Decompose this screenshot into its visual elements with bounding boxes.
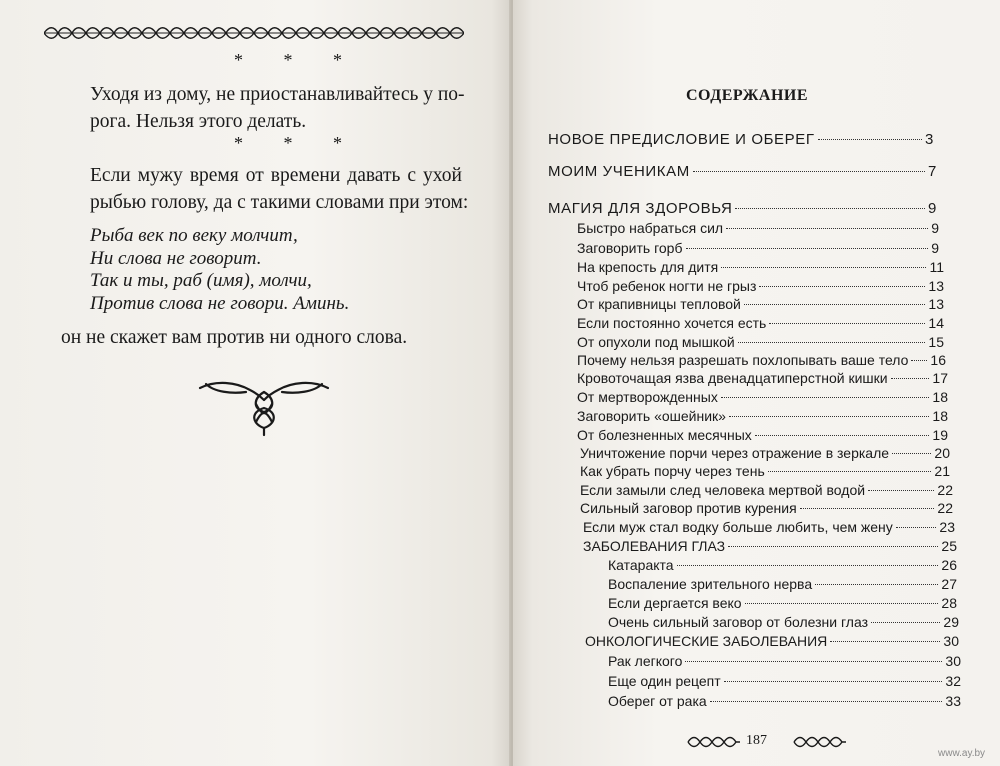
toc-entry — [608, 693, 961, 709]
toc-entry — [580, 445, 950, 461]
toc-entry-page: 21 — [934, 463, 950, 479]
toc-leader-dots — [726, 228, 928, 229]
toc-entry — [577, 259, 944, 275]
section-stars: * * * — [234, 133, 360, 153]
toc-entry — [548, 163, 937, 180]
toc-entry-page: 18 — [932, 408, 948, 424]
toc-entry-title: ОНКОЛОГИЧЕСКИЕ ЗАБОЛЕВАНИЯ — [585, 633, 828, 649]
toc-leader-dots — [759, 286, 925, 287]
toc-entry-title: Уничтожение порчи через отражение в зеркале — [580, 445, 890, 461]
toc-entry — [577, 296, 944, 312]
toc-entry-title: Еще один рецепт — [608, 673, 721, 689]
toc-entry-page: 9 — [931, 240, 939, 256]
toc-entry-page: 32 — [945, 673, 961, 689]
text-line: Уходя из дому, не приостанавливайтесь у по- — [90, 84, 465, 105]
footer-braid-left-ornament — [686, 736, 741, 748]
toc-entry-title: ЗАБОЛЕВАНИЯ ГЛАЗ — [583, 538, 726, 554]
toc-entry — [548, 131, 934, 148]
toc-entry-title: Сильный заговор против курения — [580, 500, 797, 516]
toc-leader-dots — [721, 397, 930, 398]
toc-entry — [580, 482, 953, 498]
toc-title: СОДЕРЖАНИЕ — [686, 87, 809, 104]
toc-entry-title: МОИМ УЧЕНИКАМ — [548, 163, 690, 180]
toc-entry — [580, 500, 953, 516]
toc-leader-dots — [738, 342, 926, 343]
toc-entry — [577, 408, 948, 424]
toc-entry-title: Оберег от рака — [608, 693, 707, 709]
toc-entry-page: 22 — [937, 482, 953, 498]
toc-entry — [577, 427, 948, 443]
toc-entry — [608, 653, 961, 669]
toc-leader-dots — [685, 661, 942, 662]
toc-entry-title: Рак легкого — [608, 653, 683, 669]
toc-entry-page: 28 — [941, 595, 957, 611]
toc-entry — [580, 463, 950, 479]
text-line: рога. Нельзя этого делать. — [90, 111, 307, 132]
toc-entry-title: Катаракта — [608, 557, 674, 573]
knot-ornament — [196, 378, 332, 438]
toc-entry-title: Кровоточащая язва двенадцатиперстной кишки — [577, 370, 888, 386]
toc-leader-dots — [800, 508, 935, 509]
toc-entry-title: МАГИЯ ДЛЯ ЗДОРОВЬЯ — [548, 200, 733, 217]
toc-entry — [608, 557, 957, 573]
toc-leader-dots — [729, 416, 929, 417]
footer-braid-right-ornament — [792, 736, 847, 748]
toc-entry-title: От крапивницы тепловой — [577, 296, 741, 312]
toc-entry-page: 14 — [928, 315, 944, 331]
toc-entry-page: 13 — [928, 278, 944, 294]
toc-entry — [577, 370, 948, 386]
toc-entry — [577, 240, 939, 256]
toc-entry-title: От опухоли под мышкой — [577, 334, 735, 350]
toc-leader-dots — [721, 267, 926, 268]
toc-leader-dots — [868, 490, 934, 491]
toc-entry-page: 29 — [943, 614, 959, 630]
toc-entry — [577, 352, 946, 368]
toc-leader-dots — [871, 622, 940, 623]
paragraph-outcome — [61, 324, 407, 351]
toc-leader-dots — [724, 681, 943, 682]
toc-leader-dots — [769, 323, 925, 324]
toc-entry-title: Как убрать порчу через тень — [580, 463, 765, 479]
toc-entry-title: На крепость для дитя — [577, 259, 719, 275]
toc-entry-title: Чтоб ребенок ногти не грыз — [577, 278, 757, 294]
toc-leader-dots — [818, 139, 922, 140]
toc-entry-page: 22 — [937, 500, 953, 516]
toc-entry — [585, 633, 959, 649]
toc-leader-dots — [755, 435, 930, 436]
toc-entry — [608, 576, 957, 592]
toc-leader-dots — [686, 248, 929, 249]
toc-entry — [577, 220, 939, 236]
toc-entry-page: 30 — [945, 653, 961, 669]
toc-entry-page: 20 — [934, 445, 950, 461]
toc-entry-page: 11 — [929, 259, 944, 275]
toc-entry-title: Воспаление зрительного нерва — [608, 576, 813, 592]
toc-entry — [577, 334, 944, 350]
toc-entry-title: Если замыли след человека мертвой водой — [580, 482, 866, 498]
toc-entry — [583, 538, 957, 554]
toc-leader-dots — [892, 453, 931, 454]
toc-entry-title: НОВОЕ ПРЕДИСЛОВИЕ И ОБЕРЕГ — [548, 131, 815, 148]
toc-entry-page: 33 — [945, 693, 961, 709]
toc-entry — [608, 614, 959, 630]
text-line: рыбью голову, да с такими словами при этом: — [90, 192, 469, 213]
verse-line: Рыба век по веку молчит, — [90, 225, 298, 246]
toc-leader-dots — [728, 546, 938, 547]
toc-leader-dots — [745, 603, 939, 604]
toc-entry-page: 16 — [930, 352, 946, 368]
toc-entry — [608, 595, 957, 611]
toc-entry-title: Заговорить «ошейник» — [577, 408, 726, 424]
toc-entry-page: 9 — [928, 200, 937, 217]
toc-entry — [548, 200, 937, 217]
toc-leader-dots — [710, 701, 943, 702]
toc-entry — [583, 519, 955, 535]
toc-entry-page: 18 — [932, 389, 948, 405]
toc-entry-page: 30 — [943, 633, 959, 649]
toc-leader-dots — [677, 565, 939, 566]
toc-entry-title: Если дергается веко — [608, 595, 742, 611]
toc-entry-page: 23 — [939, 519, 955, 535]
braid-rule-ornament — [44, 26, 464, 40]
page-number: 187 — [746, 733, 767, 748]
toc-leader-dots — [768, 471, 932, 472]
verse-line: Против слова не говори. Аминь. — [90, 292, 350, 314]
text-line: он не скажет вам против ни одного слова. — [61, 327, 408, 348]
toc-entry-page: 9 — [931, 220, 939, 236]
verse-line: Ни слова не говорит. — [90, 247, 262, 269]
toc-leader-dots — [735, 208, 925, 209]
section-stars: * * * — [234, 50, 360, 70]
toc-entry-title: Почему нельзя разрешать похлопывать ваше тело — [577, 352, 909, 368]
toc-entry-title: От мертворожденных — [577, 389, 718, 405]
toc-leader-dots — [744, 304, 926, 305]
toc-entry-page: 3 — [925, 131, 934, 148]
toc-entry-page: 25 — [941, 538, 957, 554]
toc-leader-dots — [830, 641, 940, 642]
toc-entry — [577, 315, 944, 331]
toc-leader-dots — [693, 171, 925, 172]
verse-line: Так и ты, раб (имя), молчи, — [90, 270, 312, 291]
toc-entry-title: От болезненных месячных — [577, 427, 752, 443]
toc-entry-page: 19 — [932, 427, 948, 443]
toc-entry-title: Если постоянно хочется есть — [577, 315, 767, 331]
toc-entry-page: 17 — [932, 370, 948, 386]
toc-entry — [577, 278, 944, 294]
toc-entry — [608, 673, 961, 689]
toc-entry-title: Заговорить горб — [577, 240, 683, 256]
toc-entry-page: 7 — [928, 163, 937, 180]
paragraph-husband — [90, 162, 469, 216]
toc-leader-dots — [891, 378, 930, 379]
toc-entry-page: 13 — [928, 296, 944, 312]
toc-entry-page: 26 — [941, 557, 957, 573]
toc-entry-page: 27 — [941, 576, 957, 592]
watermark: www.ay.by — [938, 748, 986, 759]
toc-entry-page: 15 — [928, 334, 944, 350]
toc-entry-title: Быстро набраться сил — [577, 220, 724, 236]
toc-leader-dots — [896, 527, 937, 528]
toc-leader-dots — [815, 584, 938, 585]
toc-leader-dots — [911, 360, 927, 361]
toc-entry-title: Очень сильный заговор от болезни глаз — [608, 614, 869, 630]
toc-entry — [577, 389, 948, 405]
toc-entry-title: Если муж стал водку больше любить, чем жену — [583, 519, 893, 535]
charm-verse — [90, 225, 349, 315]
text-line: Если мужу время от времени давать с ухой — [90, 165, 462, 186]
paragraph-doorstep — [90, 81, 465, 135]
